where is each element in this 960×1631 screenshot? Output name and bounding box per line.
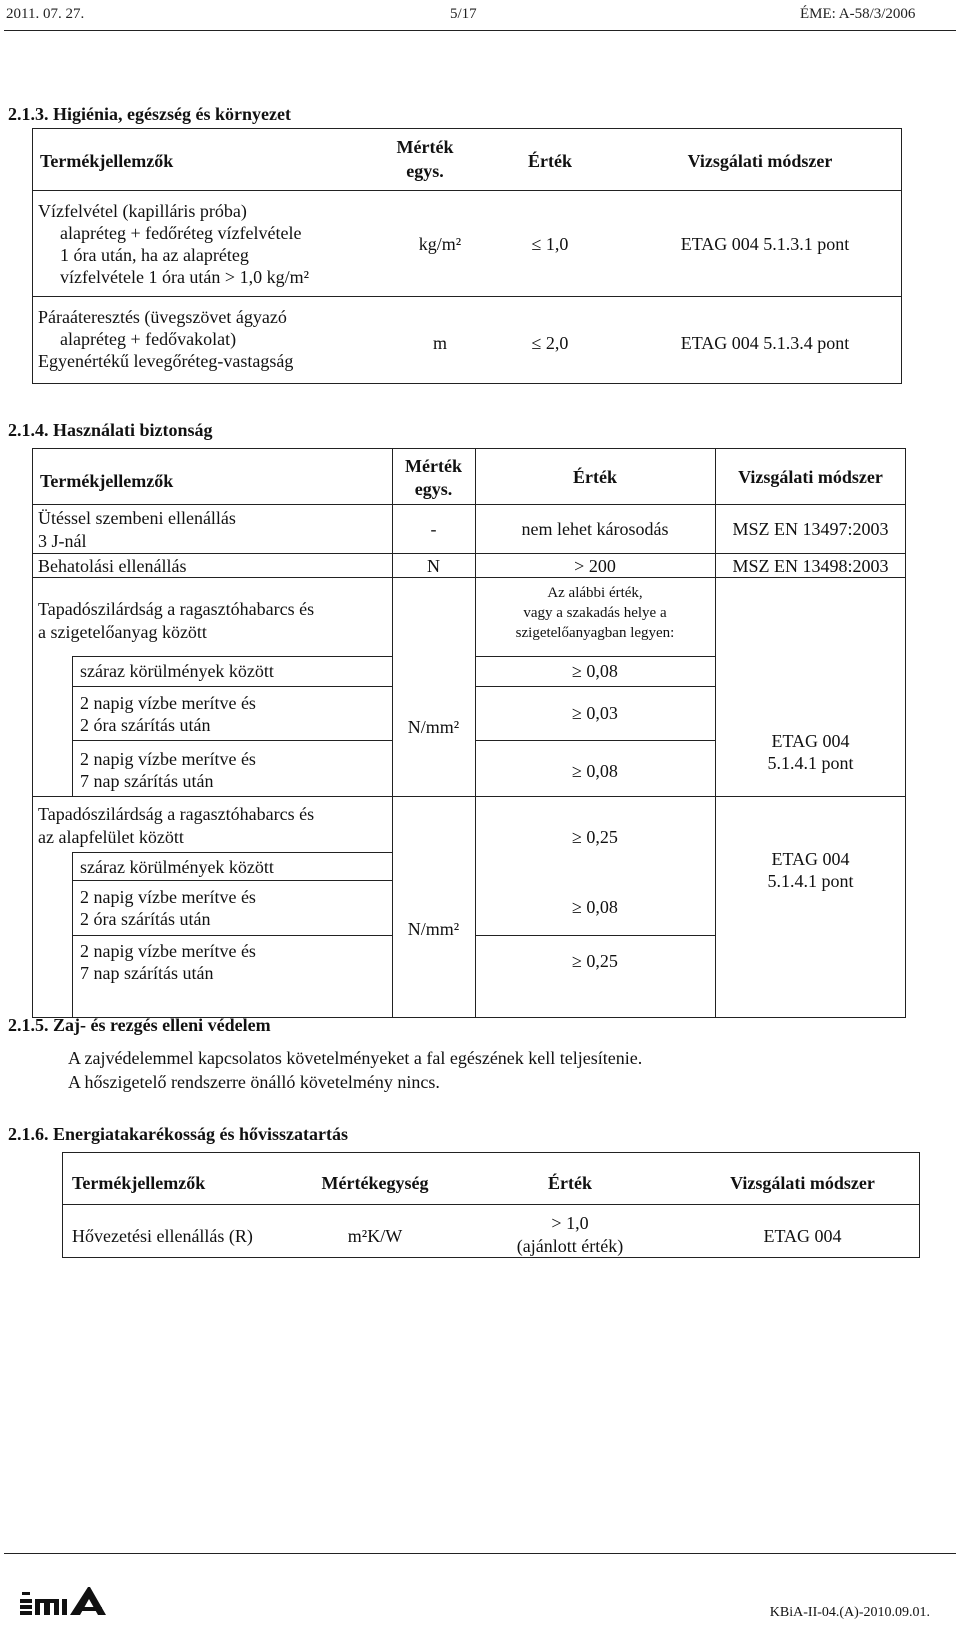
hygiene-header-unit-line1: Mérték	[396, 137, 454, 157]
adhesion-substrate-2h-value: ≥ 0,08	[572, 897, 618, 917]
safety-rule-adh1-head-value	[475, 656, 715, 657]
footer-form-code: KBiA-II-04.(A)-2010.09.01.	[769, 1605, 930, 1620]
emi-logo	[20, 1585, 110, 1621]
vapour-permeability-line2: alapréteg + fedővakolat)	[60, 329, 237, 349]
noise-paragraph-1: A zajvédelemmel kapcsolatos követelményeket a fal egészének kell teljesítenie.	[68, 1048, 643, 1068]
safety-header-unit-line2: egys.	[414, 479, 453, 499]
section-2-1-6-title: 2.1.6. Energiatakarékosság és hővisszatartás	[8, 1124, 348, 1144]
adhesion-substrate-7d-line2: 7 nap szárítás után	[80, 963, 214, 983]
water-absorption-line3: 1 óra után, ha az alapréteg	[60, 245, 249, 265]
adhesion-insulation-line1: Tapadószilárdság a ragasztóhabarcs és	[38, 599, 315, 619]
thermal-resistance-value: > 1,0	[551, 1213, 589, 1233]
safety-header-value: Érték	[573, 467, 617, 487]
safety-header-unit-line1: Mérték	[405, 456, 462, 476]
water-absorption-method: ETAG 004 5.1.3.1 pont	[680, 234, 850, 254]
adhesion-insulation-2h-line1: 2 napig vízbe merítve és	[80, 693, 256, 713]
safety-header-method: Vizsgálati módszer	[738, 467, 883, 487]
adhesion-insulation-2h-value: ≥ 0,03	[572, 703, 618, 723]
adhesion-substrate-2h-line2: 2 óra szárítás után	[80, 909, 211, 929]
hygiene-table-row-rule	[32, 296, 902, 297]
hygiene-header-method: Vizsgálati módszer	[687, 151, 833, 171]
energy-header-method: Vizsgálati módszer	[730, 1173, 875, 1193]
adhesion-insulation-method-line1: ETAG 004	[771, 731, 850, 751]
safety-indent-rule-1	[72, 656, 73, 796]
safety-rule-header	[32, 504, 906, 505]
energy-header-unit: Mértékegység	[321, 1173, 429, 1193]
adhesion-insulation-note1: Az alábbi érték,	[547, 585, 643, 601]
adhesion-substrate-2h-line1: 2 napig vízbe merítve és	[80, 887, 256, 907]
safety-rule-adh2-w2-value	[475, 935, 715, 936]
safety-rule-penetration	[32, 577, 906, 578]
safety-rule-adh1-dry-value	[475, 686, 715, 687]
impact-resistance-line1: Ütéssel szembeni ellenállás	[38, 508, 236, 528]
adhesion-substrate-line1: Tapadószilárdság a ragasztóhabarcs és	[38, 804, 315, 824]
adhesion-insulation-unit: N/mm²	[407, 717, 460, 737]
adhesion-insulation-dry-label: száraz körülmények között	[80, 661, 274, 681]
header-doc-id: ÉME: A-58/3/2006	[800, 6, 916, 22]
adhesion-insulation-2h-line2: 2 óra szárítás után	[80, 715, 211, 735]
adhesion-substrate-method-line1: ETAG 004	[771, 849, 850, 869]
energy-header-characteristic: Termékjellemzők	[72, 1173, 206, 1193]
hygiene-header-characteristic: Termékjellemzők	[40, 151, 174, 171]
adhesion-insulation-note2: vagy a szakadás helye a	[523, 605, 667, 621]
adhesion-insulation-7d-line1: 2 napig vízbe merítve és	[80, 749, 256, 769]
safety-rule-impact	[32, 553, 906, 554]
safety-rule-adh2-w2	[72, 935, 392, 936]
safety-rule-adh1-head	[72, 656, 392, 657]
hygiene-header-unit-line2: egys.	[406, 161, 444, 181]
safety-rule-adh1-w2-value	[475, 740, 715, 741]
section-2-1-3-title: 2.1.3. Higiénia, egészség és környezet	[8, 104, 291, 124]
adhesion-insulation-dry-value: ≥ 0,08	[572, 661, 618, 681]
safety-rule-adh1-dry	[72, 686, 392, 687]
section-2-1-5-title: 2.1.5. Zaj- és rezgés elleni védelem	[8, 1015, 271, 1035]
vapour-permeability-unit: m	[432, 333, 447, 353]
thermal-resistance-label: Hővezetési ellenállás (R)	[72, 1226, 253, 1246]
thermal-resistance-unit: m²K/W	[347, 1226, 403, 1246]
hygiene-table-header-rule	[32, 190, 902, 191]
header-rule	[4, 30, 956, 31]
safety-rule-adh2-dry	[72, 880, 392, 881]
impact-resistance-line2: 3 J-nál	[38, 531, 87, 551]
adhesion-substrate-line2: az alapfelület között	[38, 827, 184, 847]
thermal-resistance-method: ETAG 004	[763, 1226, 842, 1246]
hygiene-header-value: Érték	[528, 151, 572, 171]
footer-rule	[4, 1553, 956, 1554]
header-page-number: 5/17	[450, 6, 477, 22]
impact-resistance-unit: -	[430, 519, 437, 539]
vapour-permeability-method: ETAG 004 5.1.3.4 pont	[680, 333, 850, 353]
adhesion-substrate-value: ≥ 0,25	[572, 827, 618, 847]
adhesion-substrate-unit: N/mm²	[407, 919, 460, 939]
adhesion-substrate-method-line2: 5.1.4.1 pont	[767, 871, 854, 891]
header-date: 2011. 07. 27.	[6, 6, 85, 22]
adhesion-insulation-method-line2: 5.1.4.1 pont	[767, 753, 854, 773]
vapour-permeability-line1: Páraáteresztés (üvegszövet ágyazó	[38, 307, 287, 327]
vapour-permeability-line3: Egyenértékű levegőréteg-vastagság	[38, 351, 294, 371]
adhesion-substrate-dry-label: száraz körülmények között	[80, 857, 274, 877]
thermal-resistance-value-note: (ajánlott érték)	[516, 1236, 624, 1256]
safety-rule-adh2-head	[72, 852, 392, 853]
water-absorption-value: ≤ 1,0	[531, 234, 569, 254]
adhesion-insulation-7d-line2: 7 nap szárítás után	[80, 771, 214, 791]
adhesion-substrate-7d-value: ≥ 0,25	[572, 951, 618, 971]
section-2-1-4-title: 2.1.4. Használati biztonság	[8, 420, 213, 440]
water-absorption-line2: alapréteg + fedőréteg vízfelvétele	[60, 223, 302, 243]
safety-rule-adh1-w2	[72, 740, 392, 741]
penetration-resistance-value: > 200	[574, 556, 616, 576]
water-absorption-line4: vízfelvétele 1 óra után > 1,0 kg/m²	[60, 267, 309, 287]
safety-indent-rule-2	[72, 852, 73, 1018]
adhesion-substrate-7d-line1: 2 napig vízbe merítve és	[80, 941, 256, 961]
noise-paragraph-2: A hőszigetelő rendszerre önálló követelmény nincs.	[68, 1072, 440, 1092]
penetration-resistance-unit: N	[427, 556, 440, 576]
adhesion-insulation-note3: szigetelőanyagban legyen:	[515, 625, 675, 641]
energy-table-row-rule	[62, 1204, 920, 1205]
penetration-resistance-method: MSZ EN 13498:2003	[732, 556, 889, 576]
water-absorption-line1: Vízfelvétel (kapilláris próba)	[38, 201, 247, 221]
adhesion-insulation-line2: a szigetelőanyag között	[38, 622, 207, 642]
vapour-permeability-value: ≤ 2,0	[531, 333, 569, 353]
safety-header-characteristic: Termékjellemzők	[40, 471, 174, 491]
energy-header-value: Érték	[548, 1173, 592, 1193]
impact-resistance-value: nem lehet károsodás	[521, 519, 669, 539]
penetration-resistance-label: Behatolási ellenállás	[38, 556, 187, 576]
safety-rule-adh2	[32, 796, 906, 797]
adhesion-insulation-7d-value: ≥ 0,08	[572, 761, 618, 781]
impact-resistance-method: MSZ EN 13497:2003	[732, 519, 889, 539]
water-absorption-unit: kg/m²	[418, 234, 462, 254]
